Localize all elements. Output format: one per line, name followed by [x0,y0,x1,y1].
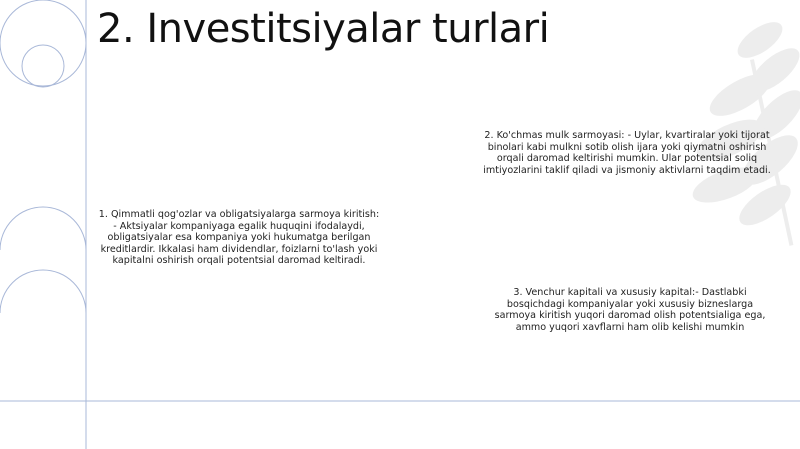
investment-type-securities: 1. Qimmatli qog'ozlar va obligatsiyalarga sarmoya kiritish: - Aktsiyalar kompaniyaga egalik huquqini ifodalaydi, obligatsiyalar esa kompaniya yoki hukumatga berilgan kreditlardir. Ikkalasi ham dividendlar, foizlarni to'lash yoki kapitalni oshirish orqali potentsial daromad keltiradi. [98,209,380,267]
slide-title: 2. Investitsiyalar turlari [97,6,550,52]
investment-type-venture-capital: 3. Venchur kapitali va xususiy kapital:- Dastlabki bosqichdagi kompaniyalar yoki xususiy bizneslarga sarmoya kiritish yuqori daromad olish potentsialiga ega, ammo yuqori xavflarni ham olib kelishi mumkin [494,287,766,333]
investment-type-real-estate: 2. Ko'chmas mulk sarmoyasi: - Uylar, kvartiralar yoki tijorat binolari kabi mulkni sotib olish ijara yoki qiymatni oshirish orqali daromad keltirishi mumkin. Ular potentsial soliq imtiyozlarini taklif qiladi va jismoniy aktivlarni taqdim etadi. [483,130,771,176]
